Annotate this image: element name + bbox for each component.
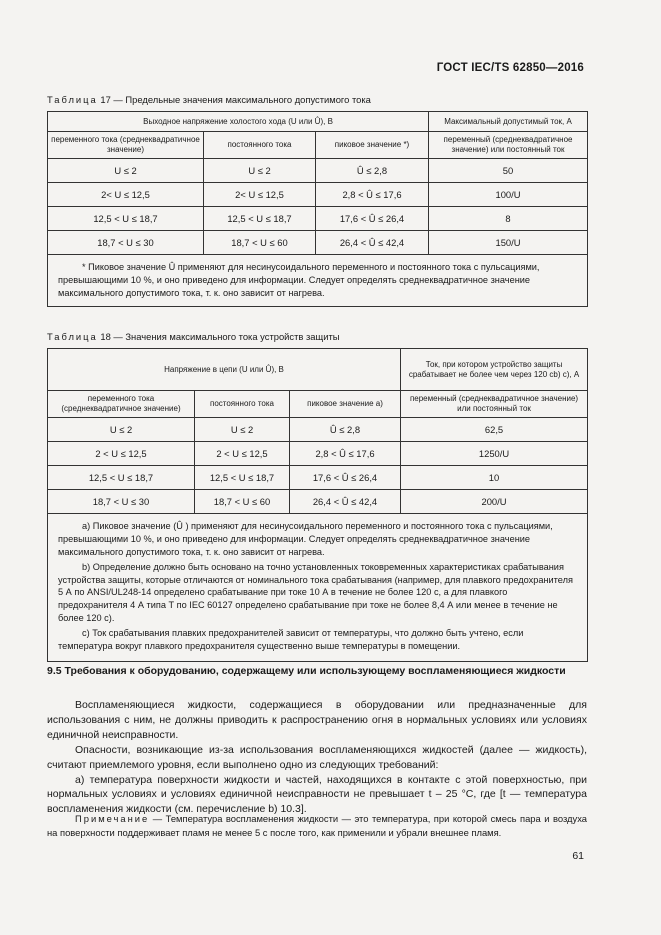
table-cell: 12,5 < U ≤ 18,7 [195,466,290,490]
table-18 [47,348,588,662]
t17-col-peak: пиковое значение *) [316,132,429,159]
section-body [47,698,587,817]
t17-group-current: Максимальный допустимый ток, А [429,112,588,132]
table-cell: 2 < U ≤ 12,5 [195,442,290,466]
table-cell: 150/U [429,231,588,255]
table-cell: 18,7 < U ≤ 60 [204,231,316,255]
t17-col-dc: постоянного тока [204,132,316,159]
table-cell: 17,6 < Û ≤ 26,4 [290,466,401,490]
table-row [48,231,588,255]
note-text: — Температура воспламенения жидкости — это температура, при которой смесь пара и воздуха на поверхности поддерживает пламя не менее 5 с после того, как применили и убрали внешнее пламя. [47,813,587,838]
table-cell: 26,4 < Û ≤ 42,4 [290,490,401,514]
table-cell: 12,5 < U ≤ 18,7 [48,466,195,490]
table-cell: 62,5 [401,418,588,442]
table-cell: 8 [429,207,588,231]
t18-footnotes [48,514,588,662]
table-cell: U ≤ 2 [48,159,204,183]
table18-caption-text: 18 — Значения максимального тока устройств защиты [100,331,340,342]
table-cell: 1250/U [401,442,588,466]
table-cell: 2,8 < Û ≤ 17,6 [316,183,429,207]
table-cell: 18,7 < U ≤ 60 [195,490,290,514]
table-cell: 2,8 < Û ≤ 17,6 [290,442,401,466]
paragraph: а) температура поверхности жидкости и частей, находящихся в контакте с этой поверхностью, при нормальных условиях и условиях единичной неисправности не превышает t – 25 °С, где [t — температура воспламенения жидкости (см. перечисление b) 10.3]. [47,773,587,816]
table-row [48,466,588,490]
t17-group-voltage: Выходное напряжение холостого хода (U или Û), В [48,112,429,132]
table-cell: U ≤ 2 [195,418,290,442]
table17-caption-text: 17 — Предельные значения максимального допустимого тока [100,94,371,105]
table17-caption [47,94,371,105]
note-label: Примечание [75,813,150,824]
table-cell: 12,5 < U ≤ 18,7 [48,207,204,231]
t17-col-current: переменный (среднеквадратичное значение) или постоянный ток [429,132,588,159]
note [47,812,587,839]
table-cell: Û ≤ 2,8 [290,418,401,442]
table-cell: Û ≤ 2,8 [316,159,429,183]
t18-col-dc: постоянного тока [195,391,290,418]
paragraph: Воспламеняющиеся жидкости, содержащиеся в оборудовании или предназначенные для использования с ним, не должны приводить к распространению огня в нормальных условиях или условиях единичной неисправности. [47,699,587,741]
table-row [48,418,588,442]
t17-col-ac: переменного тока (среднеквадратичное значение) [48,132,204,159]
table-cell: 200/U [401,490,588,514]
table-cell: 100/U [429,183,588,207]
table-17 [47,111,588,307]
t17-footnote-text: * Пиковое значение Û применяют для несинусоидального переменного и постоянного тока с пульсациями, превышающими 10 %, и оно приведено для информации. Следует определять среднеквадратичное значение максимального допустимого тока, т. к. оно зависит от нагрева. [58,262,540,298]
t18-footnote-b: b) Определение должно быть основано на точно установленных токовременных характеристиках срабатывания устройства защиты, которые отличаются от номинального тока срабатывания (например, для плавкого предохранителя 5 А по ANSI/UL248-14 определено срабатывание при токе 10 А в течение не более 120 с, а для плавкого предохранителя 4 А типа Т по IEC 60127 определено срабатывание при токе не более 8,4 А или менее в течение не более 120 с). [58,561,573,624]
table-cell: 2< U ≤ 12,5 [204,183,316,207]
table-cell: 2 < U ≤ 12,5 [48,442,195,466]
table17-caption-label: Таблица [47,94,98,105]
table-cell: 17,6 < Û ≤ 26,4 [316,207,429,231]
t18-group-current: Ток, при котором устройство защиты срабатывает не более чем через 120 cb) c), А [401,349,588,391]
t18-col-current: переменный (среднеквадратичное значение) или постоянный ток [401,391,588,418]
table18-caption [47,331,339,342]
table-cell: U ≤ 2 [48,418,195,442]
table18-caption-label: Таблица [47,331,98,342]
t18-footnote-a: a) Пиковое значение (Û ) применяют для несинусоидального переменного и постоянного тока с пульсациями, превышающими 10 %, и оно приведено для информации. Следует определять среднеквадратичное значение максимального допустимого тока, т. к. оно зависит от нагрева. [58,521,553,557]
table-cell: 2< U ≤ 12,5 [48,183,204,207]
section-title: 9.5 Требования к оборудованию, содержащему или использующему воспламеняющиеся жидкости [47,665,566,677]
paragraph: Опасности, возникающие из-за использования воспламеняющихся жидкостей (далее — жидкость), считают приемлемого уровня, если выполнено одно из следующих требований: [47,743,587,771]
document-header: ГОСТ IEC/TS 62850—2016 [436,62,584,74]
page-number: 61 [572,850,584,862]
table-cell: 12,5 < U ≤ 18,7 [204,207,316,231]
table-row [48,442,588,466]
table-cell: 18,7 < U ≤ 30 [48,231,204,255]
table-row [48,183,588,207]
t18-col-ac: переменного тока (среднеквадратичное значение) [48,391,195,418]
t18-group-voltage: Напряжение в цепи (U или Û), В [48,349,401,391]
table-cell: 50 [429,159,588,183]
table-cell: 26,4 < Û ≤ 42,4 [316,231,429,255]
table-cell: 18,7 < U ≤ 30 [48,490,195,514]
table-cell: U ≤ 2 [204,159,316,183]
table-cell: 10 [401,466,588,490]
table-row [48,490,588,514]
table-row [48,159,588,183]
table-row [48,207,588,231]
t18-footnote-c: c) Ток срабатывания плавких предохранителей зависит от температуры, что должно быть учтено, если температура вокруг плавкого предохранителя существенно выше температуры в помещении. [58,628,524,651]
t17-footnote [48,255,588,307]
t18-col-peak: пиковое значение a) [290,391,401,418]
